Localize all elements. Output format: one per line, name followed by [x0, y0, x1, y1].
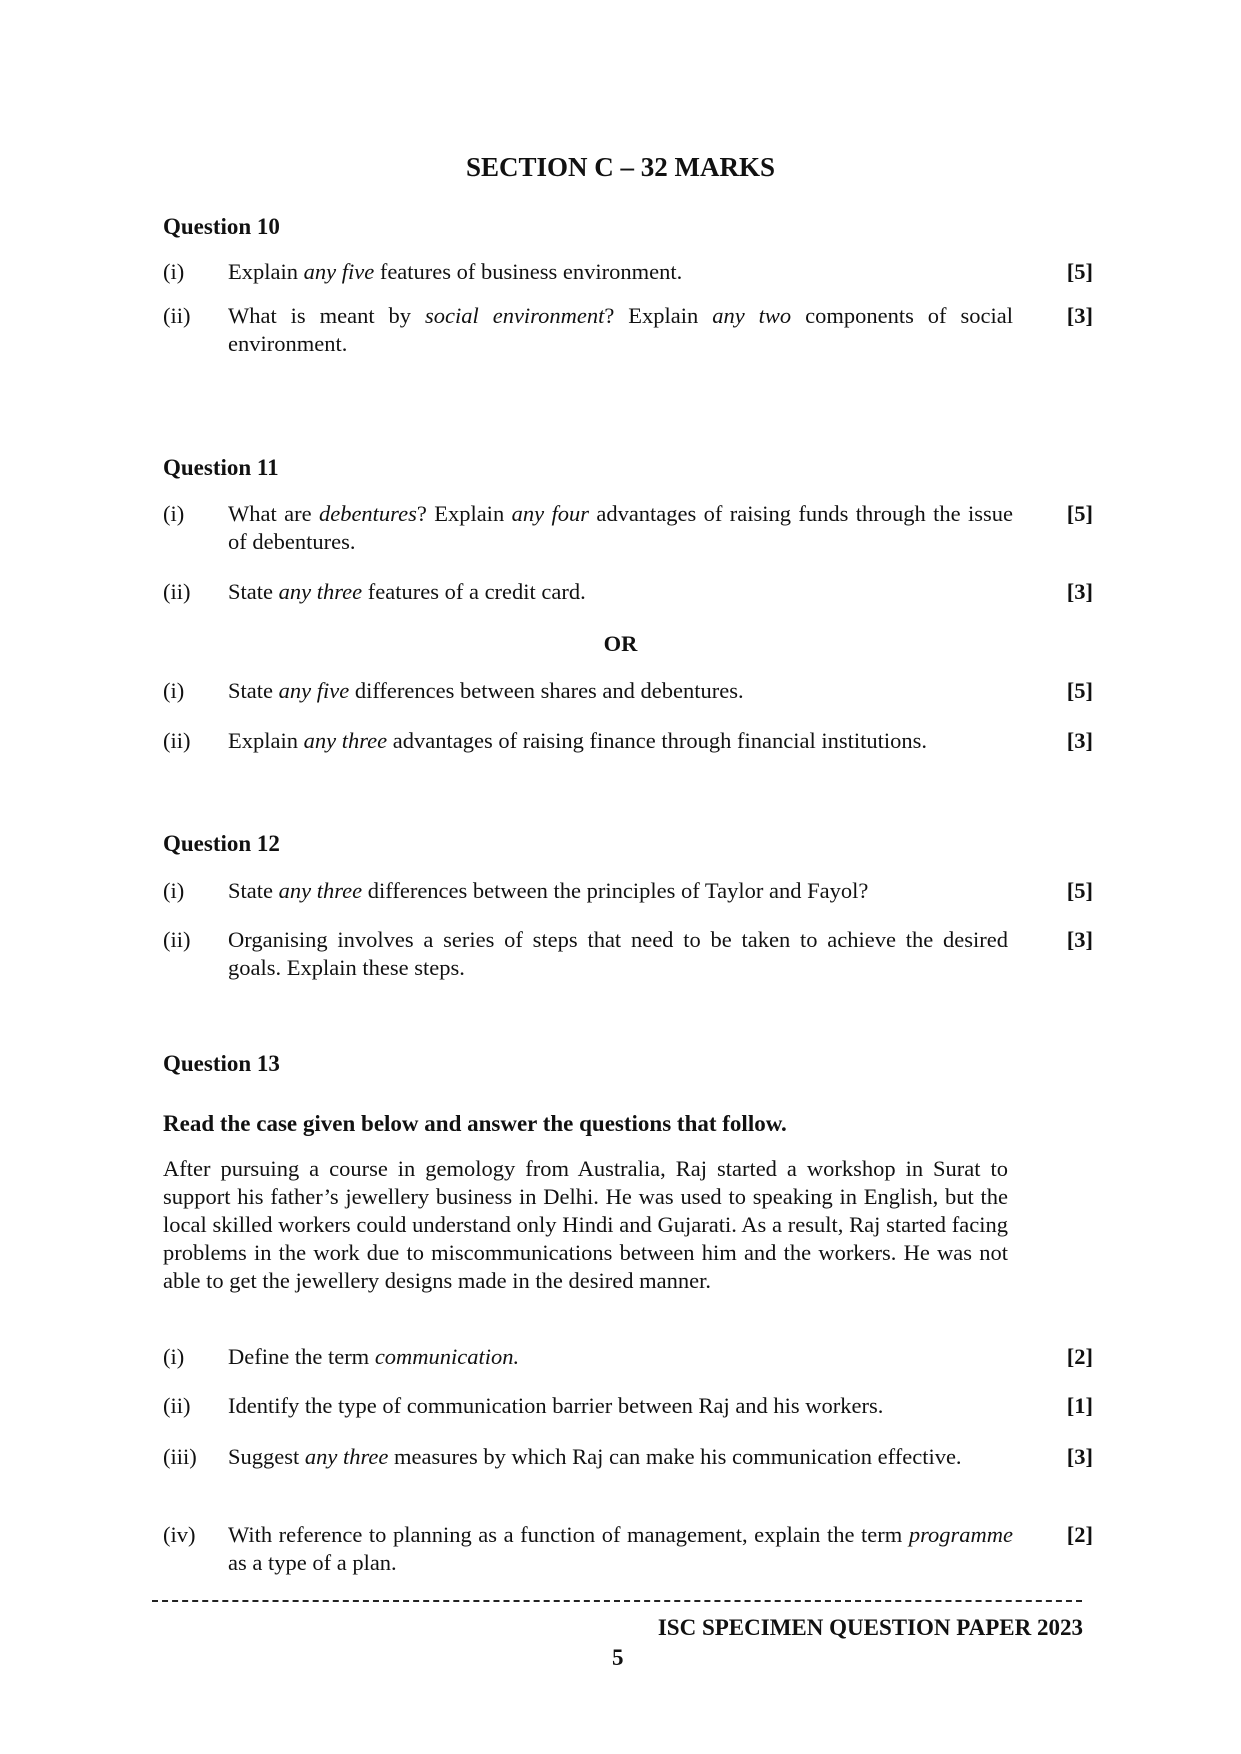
item-number: (ii)	[163, 927, 191, 952]
item-number: (i)	[163, 1344, 185, 1369]
q13-item-iii	[163, 1443, 1093, 1503]
item-text: Explain any three advantages of raising finance through financial institutions.	[228, 728, 927, 753]
or-separator: OR	[603, 631, 638, 656]
item-marks: [5]	[1066, 878, 1093, 903]
item-text: Explain any five features of business environment.	[228, 259, 683, 284]
question-10-heading: Question 10	[163, 214, 280, 239]
q11-item-ii	[163, 578, 1093, 638]
question-11-heading: Question 11	[163, 455, 279, 480]
page-number: 5	[612, 1645, 624, 1670]
item-text: State any five differences between shares and debentures.	[228, 678, 744, 703]
item-number: (i)	[163, 501, 185, 526]
item-text: What is meant by social environment? Explain any two components of social environment.	[228, 303, 1013, 356]
case-instruction: Read the case given below and answer the questions that follow.	[163, 1111, 787, 1136]
item-number: (ii)	[163, 579, 191, 604]
item-number: (ii)	[163, 303, 191, 328]
question-13-heading: Question 13	[163, 1051, 280, 1076]
q12-item-ii	[163, 926, 1093, 986]
q11-item-i	[163, 500, 1093, 560]
item-text: What are debentures? Explain any four advantages of raising funds through the issue of debentures.	[228, 501, 1013, 554]
item-marks: [5]	[1066, 501, 1093, 526]
item-marks: [2]	[1066, 1344, 1093, 1369]
section-title: SECTION C – 32 MARKS	[465, 152, 776, 182]
item-text: Suggest any three measures by which Raj can make his communication effective.	[228, 1444, 962, 1469]
item-marks: [1]	[1066, 1393, 1093, 1418]
item-text: With reference to planning as a function of management, explain the term programme as a type of a plan.	[228, 1522, 1013, 1575]
item-text: Organising involves a series of steps that need to be taken to achieve the desired goals. Explain these steps.	[228, 927, 1008, 980]
item-text: State any three features of a credit card.	[228, 579, 586, 604]
item-marks: [3]	[1066, 303, 1093, 328]
item-marks: [3]	[1066, 728, 1093, 753]
item-number: (i)	[163, 878, 185, 903]
item-marks: [5]	[1066, 259, 1093, 284]
item-marks: [3]	[1066, 579, 1093, 604]
item-number: (iii)	[163, 1444, 197, 1469]
item-marks: [2]	[1066, 1522, 1093, 1547]
q13-item-iv	[163, 1521, 1093, 1581]
item-text: Identify the type of communication barrier between Raj and his workers.	[228, 1393, 884, 1418]
question-12-heading: Question 12	[163, 831, 280, 856]
item-marks: [3]	[1066, 927, 1093, 952]
footer-divider	[152, 1600, 1082, 1602]
item-marks: [3]	[1066, 1444, 1093, 1469]
footer-title: ISC SPECIMEN QUESTION PAPER 2023	[657, 1615, 1083, 1640]
item-marks: [5]	[1066, 678, 1093, 703]
item-text: State any three differences between the principles of Taylor and Fayol?	[228, 878, 869, 903]
q10-item-ii	[163, 302, 1093, 362]
item-number: (ii)	[163, 1393, 191, 1418]
q11-alt-item-ii	[163, 727, 1093, 787]
item-number: (iv)	[163, 1522, 196, 1547]
item-number: (i)	[163, 259, 185, 284]
case-study-text: After pursuing a course in gemology from Australia, Raj started a workshop in Surat to support his father’s jewellery business in Delhi. He was used to speaking in English, but the local skilled workers could understand only Hindi and Gujarati. As a result, Raj started facing problems in the work due to miscommunications between him and the workers. He was not able to get the jewellery designs made in the desired manner.	[163, 1156, 1008, 1293]
item-number: (ii)	[163, 728, 191, 753]
item-text: Define the term communication.	[228, 1344, 520, 1369]
item-number: (i)	[163, 678, 185, 703]
